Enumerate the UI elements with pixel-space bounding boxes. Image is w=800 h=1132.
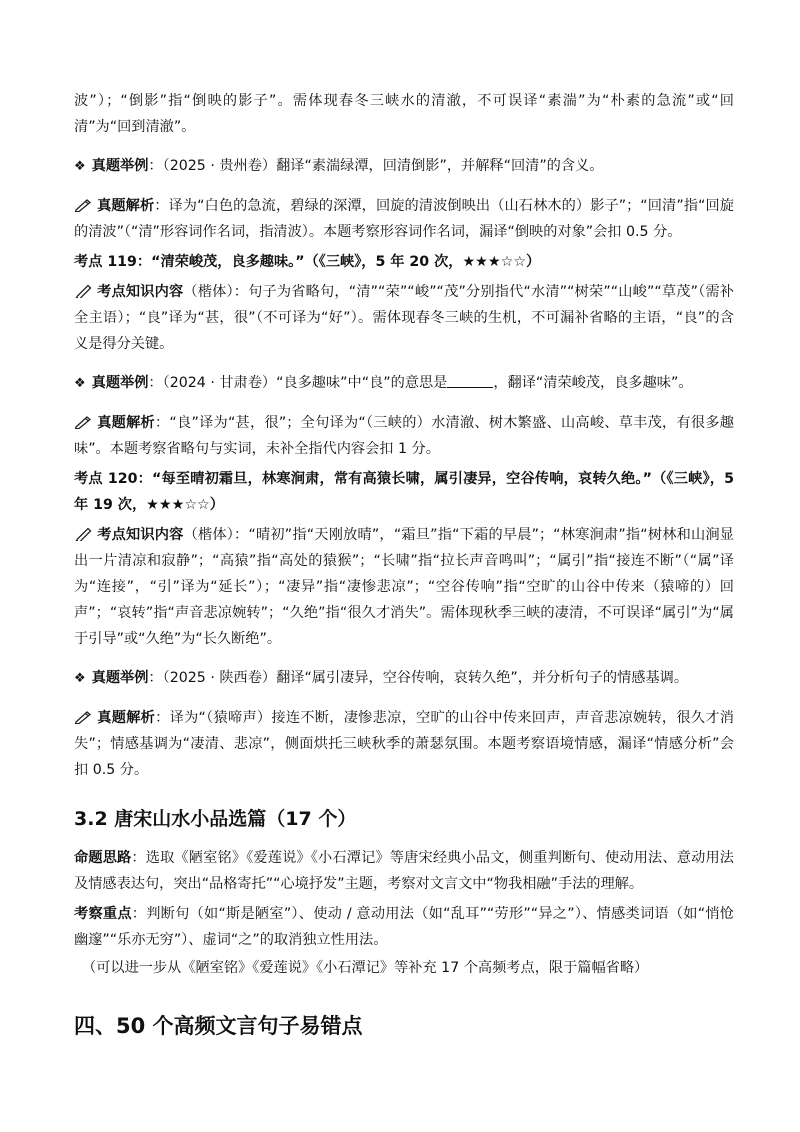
proposition-idea: 命题思路：选取《陋室铭》《爱莲说》《小石潭记》等唐宋经典小品文，侧重判断句、使动用法、意动用法及情感表达句，突出“品格寄托”“心境抒发”主题，考察对文言文中“物我相融”手法的理解。	[74, 850, 734, 892]
analysis-119: 真题解析：“良”译为“甚，很”；全句译为“（三峡的）水清澈、树木繁盛、山高峻、草丰茂，有很多趣味”。本题考察省略句与实词，未补全指代内容会扣 1 分。	[74, 415, 734, 457]
pen-icon	[74, 284, 92, 298]
pen-icon	[74, 527, 92, 541]
exam-focus: 考察重点：判断句（如“斯是陋室”）、使动 / 意动用法（如“乱耳”“劳形”“异之”）、情感类词语（如“悄怆幽邃”“乐亦无穷”）、虚词“之”的取消独立性用法。	[74, 906, 734, 948]
pencil-icon	[74, 415, 92, 429]
document-page	[74, 88, 734, 1041]
diamond-icon: ❖	[74, 159, 86, 174]
section-3-2-heading: 3.2 唐宋山水小品选篇（17 个）	[74, 808, 357, 830]
example-120: ❖ 真题举例：（2025 · 陕西卷）翻译“属引凄异，空谷传响，哀转久绝”，并分析句子的情感基调。	[74, 665, 734, 692]
diamond-icon: ❖	[74, 376, 86, 391]
knowledge-119: 考点知识内容（楷体）：句子为省略句，“清”“荣”“峻”“茂”分别指代“水清”“树荣”“山峻”“草茂”（需补全主语）；“良”译为“甚，很”（不可译为“好”）。需体现春冬三峡的生机，不可漏补省略的主语，“良”的含义是得分关键。	[74, 284, 734, 352]
example-119: ❖ 真题举例：（2024 · 甘肃卷）“良多趣味”中“良”的意思是 ，翻译“清荣峻茂，良多趣味”。	[74, 370, 734, 397]
pencil-icon	[74, 198, 92, 212]
omission-note: （可以进一步从《陋室铭》《爱莲说》《小石潭记》等补充 17 个高频考点，限于篇幅省略）	[82, 960, 649, 976]
diamond-icon: ❖	[74, 671, 86, 686]
analysis-1: 真题解析：译为“白色的急流，碧绿的深潭，回旋的清波倒映出（山石林木的）影子”；“回清”指“回旋的清波”（“清”形容词作名词，指清波）。本题考察形容词作名词，漏译“倒映的对象”会扣 0.5 分。	[74, 198, 734, 240]
point-120-title: 考点 120：“每至晴初霜旦，林寒涧肃，常有高猿长啸，属引凄异，空谷传响，哀转久绝。”（《三峡》，5 年 19 次，★★★☆☆）	[74, 471, 734, 513]
example-1: ❖ 真题举例：（2025 · 贵州卷）翻译“素湍绿潭，回清倒影”，并解释“回清”的含义。	[74, 153, 734, 180]
paragraph-continued: 波”）；“倒影”指“倒映的影子”。需体现春冬三峡水的清澈，不可误译“素湍”为“朴素的急流”或“回清”为“回到清澈”。	[74, 93, 734, 135]
analysis-120: 真题解析：译为“（猿啼声）接连不断，凄惨悲凉，空旷的山谷中传来回声，声音悲凉婉转，很久才消失”；情感基调为“凄清、悲凉”，侧面烘托三峡秋季的萧瑟氛围。本题考察语境情感，漏译“情感分析”会扣 0.5 分。	[74, 710, 734, 778]
knowledge-120: 考点知识内容（楷体）：“晴初”指“天刚放晴”，“霜旦”指“下霜的早晨”；“林寒涧肃”指“树林和山涧显出一片清凉和寂静”；“高猿”指“高处的猿猴”；“长啸”指“拉长声音鸣叫”；“属引”指“接连不断”（“属”译为“连接”，“引”译为“延长”）；“凄异”指“凄惨悲凉”；“空谷传响”指“空旷的山谷中传来（猿啼的）回声”；“哀转”指“声音悲凉婉转”；“久绝”指“很久才消失”。需体现秋季三峡的凄清，不可误译“属引”为“属于引导”或“久绝”为“长久断绝”。	[74, 527, 734, 647]
answer-blank	[447, 373, 493, 388]
point-119-title: 考点 119：“清荣峻茂，良多趣味。”（《三峡》，5 年 20 次，★★★☆☆）	[74, 254, 541, 270]
section-4-heading: 四、50 个高频文言句子易错点	[74, 1014, 363, 1038]
pencil-icon	[74, 710, 92, 724]
